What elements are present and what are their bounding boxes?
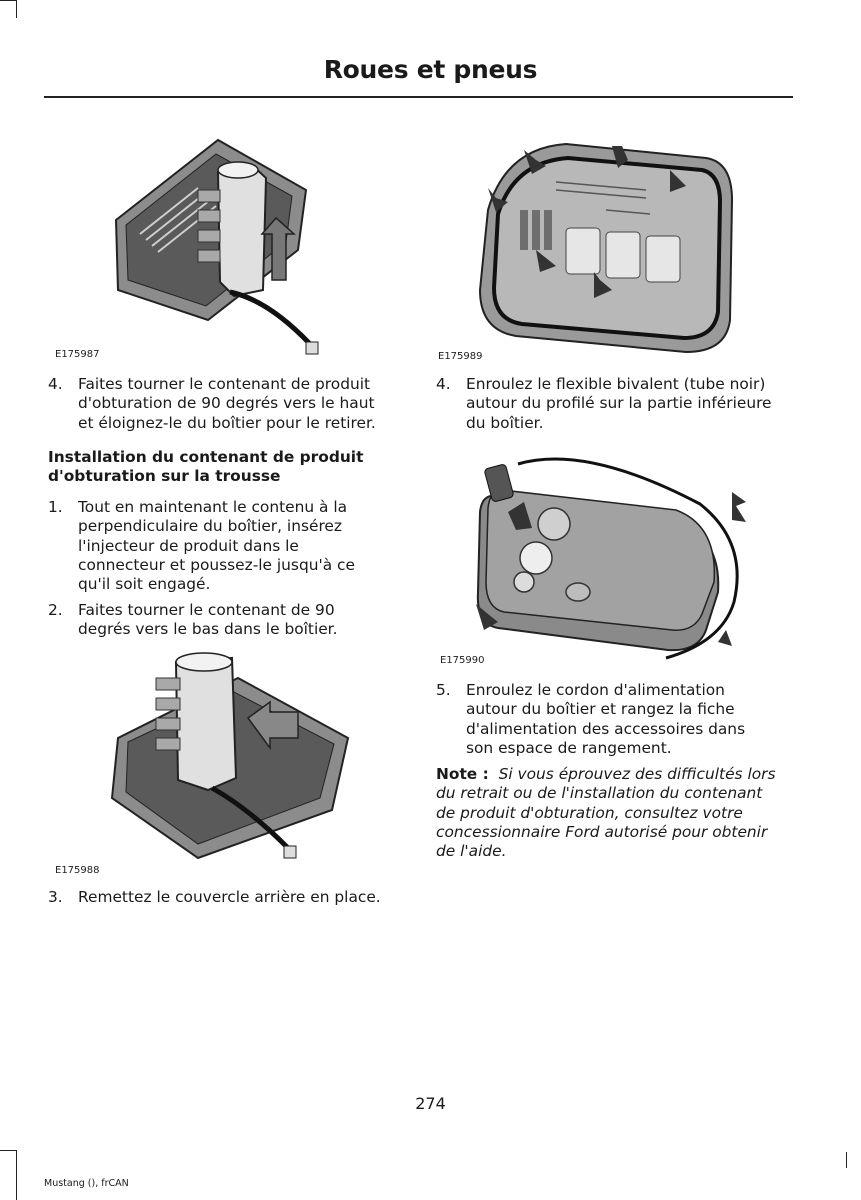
figure-id: E175989: [438, 351, 483, 362]
step-number: 4.: [48, 375, 63, 393]
header-rule: [44, 96, 793, 98]
step-text-line: d'alimentation des accessoires dans: [466, 719, 746, 738]
step-text-line: Faites tourner le contenant de 90: [78, 601, 335, 619]
heading-line: Installation du contenant de produit: [48, 448, 364, 466]
footer-text: Mustang (), frCAN: [44, 1178, 129, 1189]
crop-mark: [0, 1150, 16, 1151]
step-text-line: d'obturation de 90 degrés vers le haut: [78, 394, 375, 413]
step-text-line: Enroulez le cordon d'alimentation: [466, 681, 725, 699]
step-text-line: qu'il soit engagé.: [78, 575, 211, 594]
section-heading: [48, 448, 408, 487]
step-4-remove: [48, 375, 408, 435]
note-label: Note :: [436, 765, 489, 783]
cord-wrap-illustration: [436, 442, 788, 670]
step-text-line: Enroulez le flexible bivalent (tube noir): [466, 375, 766, 393]
step-text-line: du boîtier.: [466, 413, 544, 432]
figure-sealant-install: [48, 648, 400, 880]
step-1-install: [48, 498, 408, 596]
step-text-line: Tout en maintenant le contenu à la: [78, 498, 348, 516]
hose-wrap-illustration: [436, 130, 788, 366]
figure-hose-wrap: [436, 130, 788, 366]
step-text-line: autour du boîtier et rangez la fiche: [466, 700, 735, 719]
step-text-line: connecteur et poussez-le jusqu'à ce: [78, 555, 355, 574]
figure-id: E175990: [440, 655, 485, 666]
step-text-line: autour du profilé sur la partie inférieure: [466, 394, 772, 413]
step-text-line: perpendiculaire du boîtier, insérez: [78, 517, 342, 536]
step-2-install: [48, 601, 408, 641]
sealant-removal-illustration: [48, 130, 400, 366]
figure-id: E175987: [55, 349, 100, 360]
note-text-line: du retrait ou de l'installation du contenant: [436, 784, 763, 803]
step-number: 3.: [48, 888, 63, 906]
figure-sealant-removal: [48, 130, 400, 366]
note-text-line: Si vous éprouvez des difficultés lors: [498, 765, 776, 783]
heading-line: d'obturation sur la trousse: [48, 467, 281, 486]
crop-mark: [16, 0, 17, 18]
crop-mark: [846, 1152, 847, 1168]
step-text-line: l'injecteur de produit dans le: [78, 536, 299, 555]
step-number: 4.: [436, 375, 451, 393]
step-text-line: degrés vers le bas dans le boîtier.: [78, 620, 338, 639]
step-text-line: Faites tourner le contenant de produit: [78, 375, 371, 393]
step-4-hose: [436, 375, 806, 435]
crop-mark: [0, 0, 16, 1]
step-text-line: et éloignez-le du boîtier pour le retirer.: [78, 413, 376, 432]
note-block: [436, 765, 806, 861]
note-text-line: de l'aide.: [436, 842, 507, 861]
sealant-install-illustration: [48, 648, 400, 880]
step-number: 1.: [48, 498, 63, 516]
step-text-line: son espace de rangement.: [466, 738, 672, 757]
page-title: Roues et pneus: [323, 55, 538, 84]
step-number: 2.: [48, 601, 63, 619]
note-text-line: de produit d'obturation, consultez votre: [436, 803, 743, 822]
figure-cord-wrap: [436, 442, 788, 670]
step-text-line: Remettez le couvercle arrière en place.: [78, 888, 381, 906]
note-text-line: concessionnaire Ford autorisé pour obtenir: [436, 822, 768, 841]
step-number: 5.: [436, 681, 451, 699]
page-number: 274: [415, 1094, 446, 1113]
figure-id: E175988: [55, 865, 100, 876]
crop-mark: [16, 1150, 17, 1200]
step-5-cord: [436, 681, 806, 759]
step-3-install: [48, 888, 418, 908]
